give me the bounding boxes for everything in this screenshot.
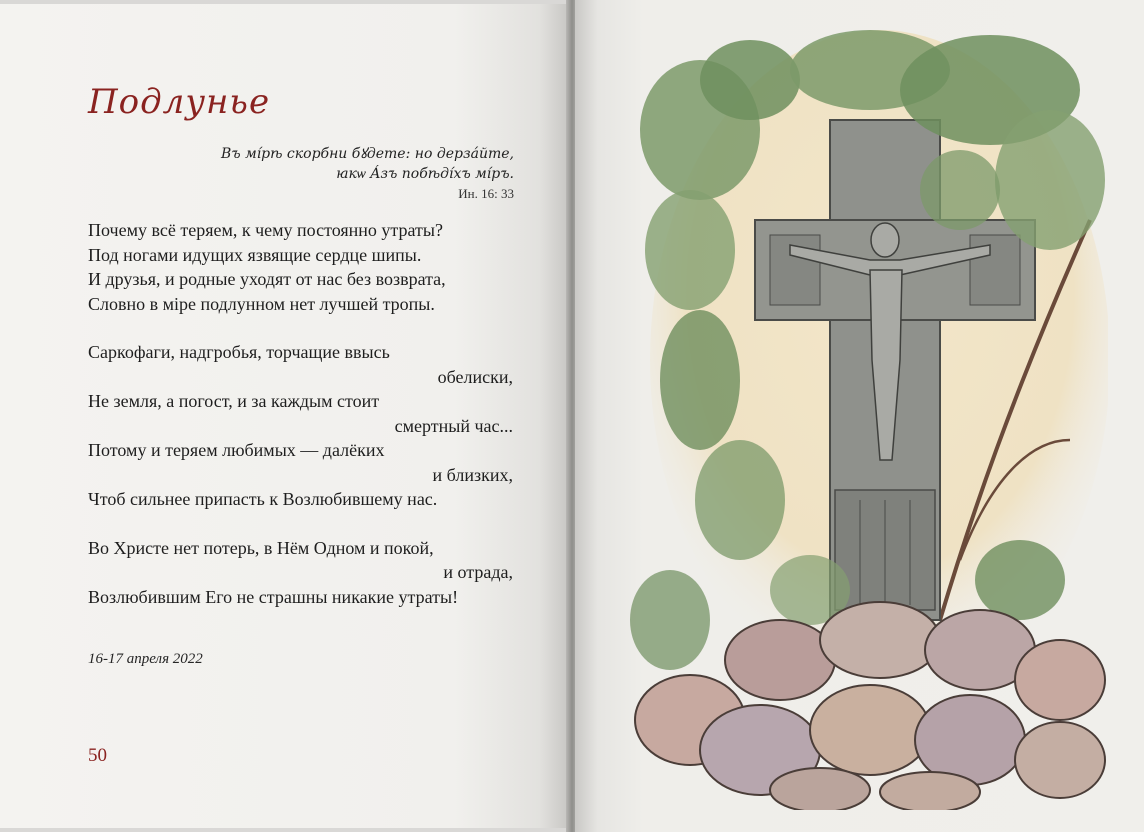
epigraph xyxy=(154,144,514,204)
epigraph-line: Въ мíрѣ скорбни бꙋдете: но дерзáйте, xyxy=(221,146,514,162)
page-number: 50 xyxy=(88,745,107,766)
poem-line: Потому и теряем любимых — далёких xyxy=(88,440,385,460)
poem-line-continuation: обелиски, xyxy=(437,366,513,387)
poem-line: Не земля, а погост, и за каждым стоит xyxy=(88,391,380,411)
epigraph-reference: Ин. 16: 33 xyxy=(458,186,514,201)
poem-date: 16-17 апреля 2022 xyxy=(88,651,203,667)
stanza xyxy=(88,218,518,316)
epigraph-line: ꙗкѡ Áзъ побѣдíхъ мíръ. xyxy=(336,166,514,182)
poem-line-continuation: смертный час... xyxy=(394,415,513,436)
poem-line: Почему всё теряем, к чему постоянно утраты? xyxy=(88,220,443,240)
poem-line: Во Христе нет потерь, в Нём Одном и покой, xyxy=(88,537,434,558)
stanza xyxy=(88,340,518,512)
poem-line: Под ногами идущих язвящие сердце шипы. xyxy=(88,244,422,265)
left-page xyxy=(0,4,568,828)
poem-title: Подлунье xyxy=(88,82,271,122)
crucifix-illustration xyxy=(630,20,1108,810)
poem-line: Саркофаги, надгробья, торчащие ввысь xyxy=(88,342,390,362)
poem-body xyxy=(88,218,518,633)
stanza xyxy=(88,536,518,610)
poem-line: Чтоб сильнее припасть к Возлюбившему нас. xyxy=(88,489,438,509)
poem-line-continuation: и близких, xyxy=(432,464,513,485)
poem-line-continuation: и отрада, xyxy=(443,562,513,582)
poem-line: И друзья, и родные уходят от нас без возврата, xyxy=(88,269,446,289)
poem-line: Возлюбившим Его не страшны никакие утраты! xyxy=(88,586,459,607)
poem-line: Словно в міре подлунном нет лучшей тропы. xyxy=(88,293,435,314)
